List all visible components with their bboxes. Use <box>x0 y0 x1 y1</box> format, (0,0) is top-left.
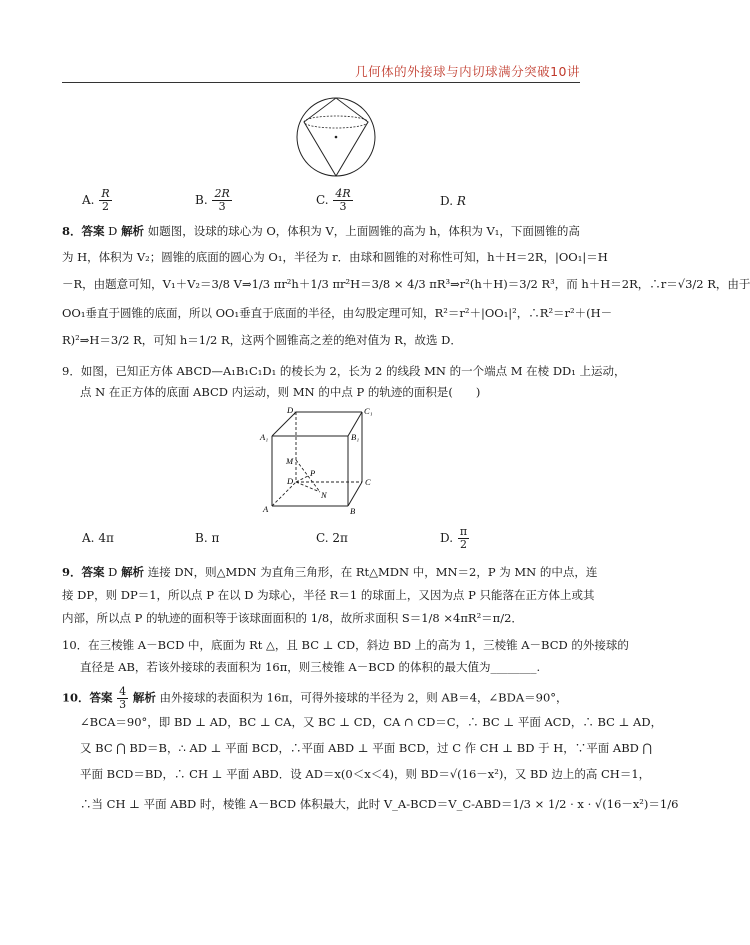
q7-option-a: A. $\frac{R}{2}$ <box>82 187 110 213</box>
q8-answer-label: 8．答案 <box>62 224 105 238</box>
label-c1: C₁ <box>364 406 373 416</box>
label-n: N <box>321 490 327 500</box>
q10-answer-line-3: 又 BC ⋂ BD＝B，∴ AD ⊥ 平面 BCD，∴平面 ABD ⊥ 平面 BCD，过 C 作 CH ⊥ BD 于 H，∵平面 ABD ⋂ <box>80 741 652 755</box>
q8-answer-line-5: R)²⇒H＝3/2 R，可知 h＝1/2 R，这两个圆锥高之差的绝对值为 R，故选 D． <box>62 333 462 347</box>
q9-question-line-1: 9．如图，已知正方体 ABCD—A₁B₁C₁D₁ 的棱长为 2，长为 2 的线段 MN 的一个端点 M 在棱 DD₁ 上运动， <box>62 364 626 378</box>
q10-answer-line-5: ∴当 CH ⊥ 平面 ABD 时，棱锥 A－BCD 体积最大，此时 V_A-BCD＝V_C-ABD＝1/3 × 1/2 · x · √(16－x²)＝1/6 <box>80 797 679 811</box>
q8-answer-choice: D <box>108 224 118 238</box>
sphere-center-dot <box>335 136 338 139</box>
q10-analysis-label: 解析 <box>132 690 156 705</box>
q10-question-line-2: 直径是 AB，若该外接球的表面积为 16π，则三棱锥 A－BCD 的体积的最大值为________. <box>80 660 541 674</box>
label-a: A <box>263 504 269 514</box>
q7-option-b: B. $\frac{2R}{3}$ <box>195 187 230 213</box>
q10-answer-line-1: 10．答案 $\frac{4}{3}$ 解析 由外接球的表面积为 16π，可得外接球的半径为 2，则 AB＝4，∠BDA＝90°， <box>62 685 568 711</box>
q8-analysis-label: 解析 <box>121 224 145 238</box>
q9-answer-line-2: 接 DP，则 DP＝1，所以点 P 在以 D 为球心，半径 R＝1 的球面上，又因为点 P 只能落在正方体上或其 <box>62 588 595 602</box>
sphere-cone-figure <box>295 96 377 178</box>
q9-answer-line-3: 内部，所以点 P 的轨迹的面积等于该球面面积的 1/8，故所求面积 S＝1/8 ×4πR²＝π/2． <box>62 611 523 625</box>
q9-analysis-label: 解析 <box>121 565 145 579</box>
q8-answer-line-4: OO₁垂直于圆锥的底面，所以 OO₁垂直于底面的半径，由勾股定理可知，R²＝r²＋|OO₁|²，∴R²＝r²＋(H－ <box>62 306 613 320</box>
q10-answer-line-4: 平面 BCD＝BD，∴ CH ⊥ 平面 ABD．设 AD＝x(0＜x＜4)，则 BD＝√(16－x²)，又 BD 边上的高 CH＝1， <box>80 767 651 781</box>
q8-answer-line-2: 为 H，体积为 V₂；圆锥的底面的圆心为 O₁，半径为 r．由球和圆锥的对称性可知，h＋H＝2R，|OO₁|＝H <box>62 250 608 264</box>
cone-edge-right <box>336 122 368 176</box>
q10-question-line-1: 10．在三棱锥 A－BCD 中，底面为 Rt △，且 BC ⊥ CD，斜边 BD 上的高为 1，三棱锥 A－BCD 的外接球的 <box>62 638 629 652</box>
label-b1: B₁ <box>351 432 360 442</box>
edge-a1-d1 <box>272 412 296 436</box>
q9-answer-line-1: 9．答案 D 解析 连接 DN，则△MDN 为直角三角形，在 Rt△MDN 中，MN＝2，P 为 MN 的中点，连 <box>62 565 598 579</box>
cube-figure <box>258 402 383 518</box>
q9-option-c: C. 2π <box>316 531 348 545</box>
label-m: M <box>286 456 294 466</box>
q8-answer-line-1: 8．答案 D 解析 如题图，设球的球心为 O，体积为 V，上面圆锥的高为 h，体积为 V₁，下面圆锥的高 <box>62 224 580 238</box>
q7-option-c: C. $\frac{4R}{3}$ <box>316 187 351 213</box>
label-a1: A₁ <box>260 432 269 442</box>
label-p: P <box>310 468 316 478</box>
q9-option-d: D. $\frac{\pi}{2}$ <box>440 525 468 551</box>
label-c: C <box>365 477 371 487</box>
q7-option-d: D. R <box>440 194 466 208</box>
header-rule <box>62 82 580 83</box>
q10-answer-label: 10．答案 <box>62 690 113 705</box>
edge-b-c <box>348 482 362 506</box>
q10-answer-line-2: ∠BCA＝90°，即 BD ⊥ AD，BC ⊥ CA，又 BC ⊥ CD，CA ∩ CD＝C，∴ BC ⊥ 平面 ACD，∴ BC ⊥ AD， <box>80 715 663 729</box>
cone-base-ellipse <box>304 116 368 128</box>
label-b: B <box>350 506 356 516</box>
q9-option-b: B. π <box>195 531 220 545</box>
label-d: D <box>287 476 294 486</box>
q9-answer-label: 9．答案 <box>62 565 105 579</box>
page-header-title: 几何体的外接球与内切球满分突破10讲 <box>355 64 580 79</box>
q8-answer-line-3: －R，由题意可知，V₁＋V₂＝3/8 V⇒1/3 πr²h＋1/3 πr²H＝3/8 × 4/3 πR³⇒r²(h＋H)＝3/2 R³，而 h＋H＝2R，∴r＝√3/2 R，由于 <box>62 277 750 291</box>
q10-answer-value: $\frac{4}{3}$ <box>119 685 127 711</box>
cone-edge-left <box>304 122 336 176</box>
q9-option-a: A. 4π <box>82 531 114 545</box>
segment-dp <box>296 476 308 482</box>
q9-question-line-2: 点 N 在正方体的底面 ABCD 内运动，则 MN 的中点 P 的轨迹的面积是( ) <box>80 385 481 399</box>
q9-answer-choice: D <box>108 565 118 579</box>
segment-dn <box>296 482 320 492</box>
label-d1: D₁ <box>287 405 297 415</box>
